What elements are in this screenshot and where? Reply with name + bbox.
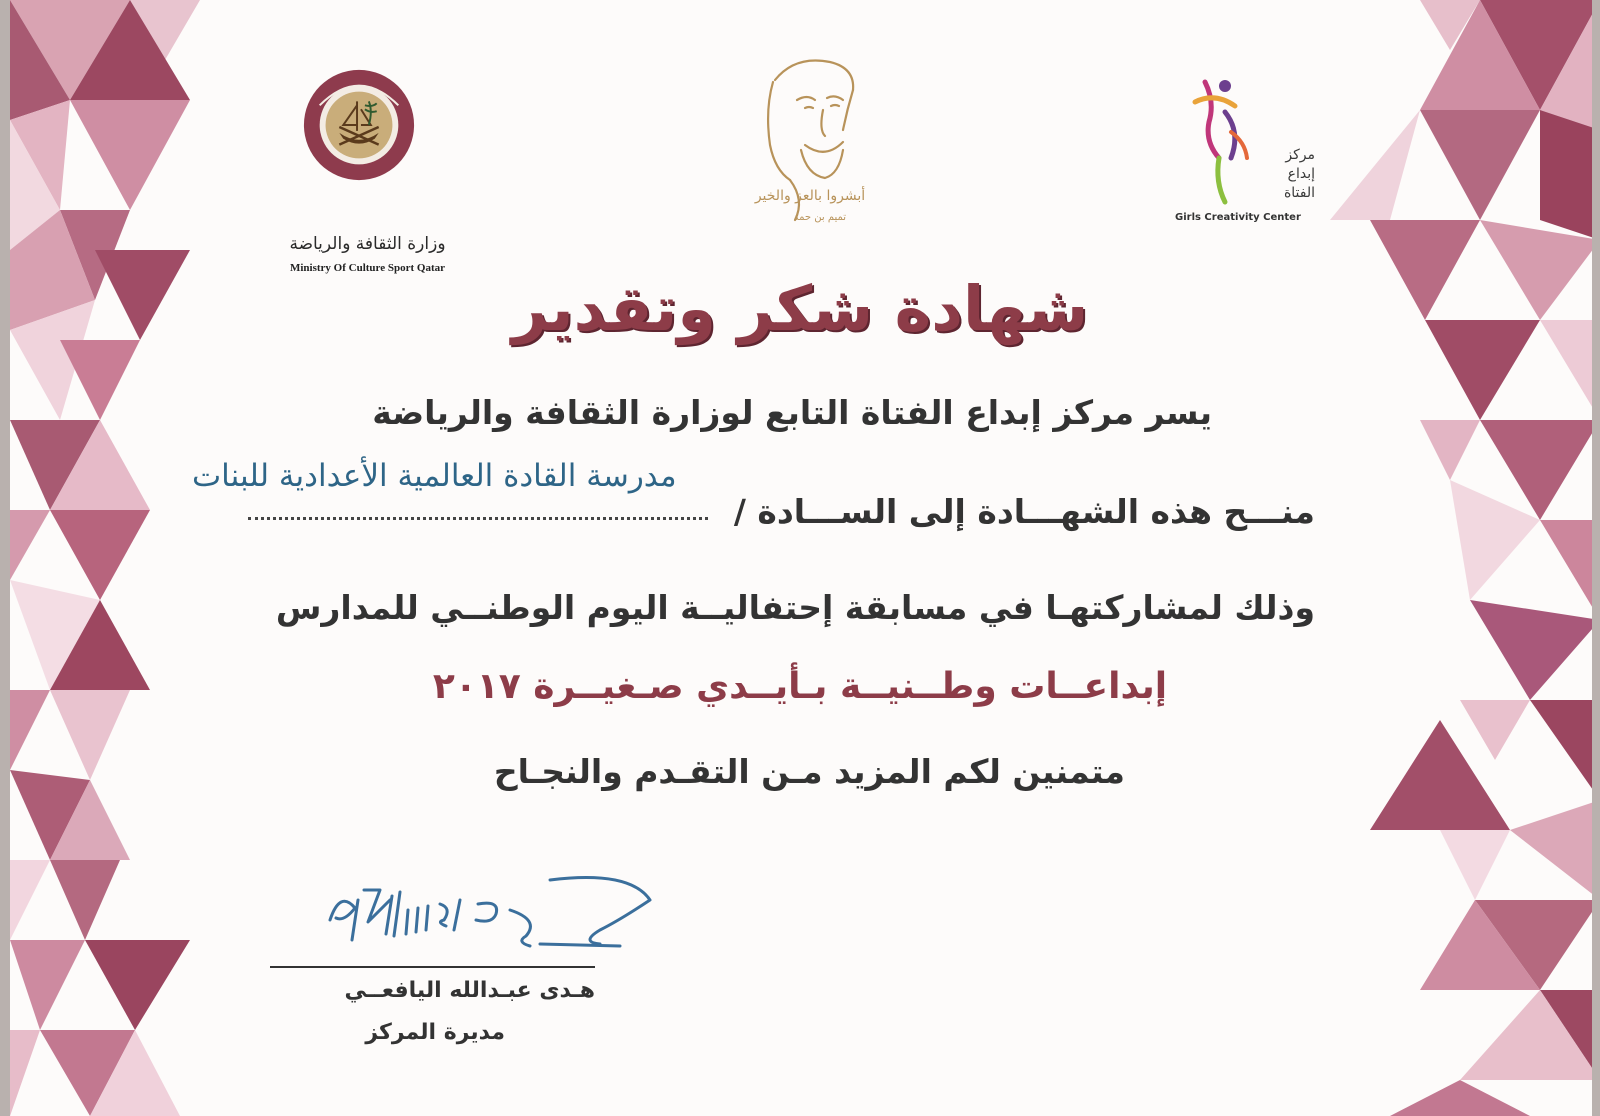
ministry-logo [280,58,455,274]
signer-name: هـدى عبـدالله اليافعــي [344,978,595,1003]
signer-position: مديرة المركز [365,1020,505,1045]
girls-creativity-center-logo [1175,62,1315,232]
gcc-name-english: Girls Creativity Center [1175,212,1301,223]
event-title: إبداعــات وطــنيــة بـأيــدي صـغيــرة ٢٠١٧ [432,666,1168,707]
right-triangle-border [1330,0,1600,1116]
left-triangle-border [0,0,200,1116]
emblem-calligraphy-text: أبشروا بالعز والخير [754,188,866,204]
ministry-name-english: Ministry Of Culture Sport Qatar [289,262,445,274]
intro-line: يسر مركز إبداع الفتاة التابع لوزارة الثقافة والرياضة [372,393,1212,432]
recipient-name: مدرسة القادة العالمية الأعدادية للبنات [192,458,677,494]
signature-line [270,966,595,968]
gcc-name-arabic: مركز إبداع الفتاة [1283,147,1315,201]
wishes-line: متمنين لكم المزيد مـن التقـدم والنجـاح [493,752,1125,791]
emblem-signature-text: تميم بن حمد [793,212,847,223]
ministry-name-arabic: وزارة الثقافة والرياضة [289,234,446,254]
handwritten-signature [300,860,680,970]
recipient-dotted-line [248,517,708,520]
emir-portrait-emblem [735,50,885,230]
participation-line: وذلك لمشاركتهـا في مسابقة إحتفاليــة اليوم الوطنــي للمدارس [275,588,1315,627]
award-line: منـــح هذه الشهـــادة إلى الســـادة / [733,492,1315,531]
certificate-title: شهادة شكر وتقدير [511,272,1089,345]
ministry-seal-icon [300,66,418,184]
